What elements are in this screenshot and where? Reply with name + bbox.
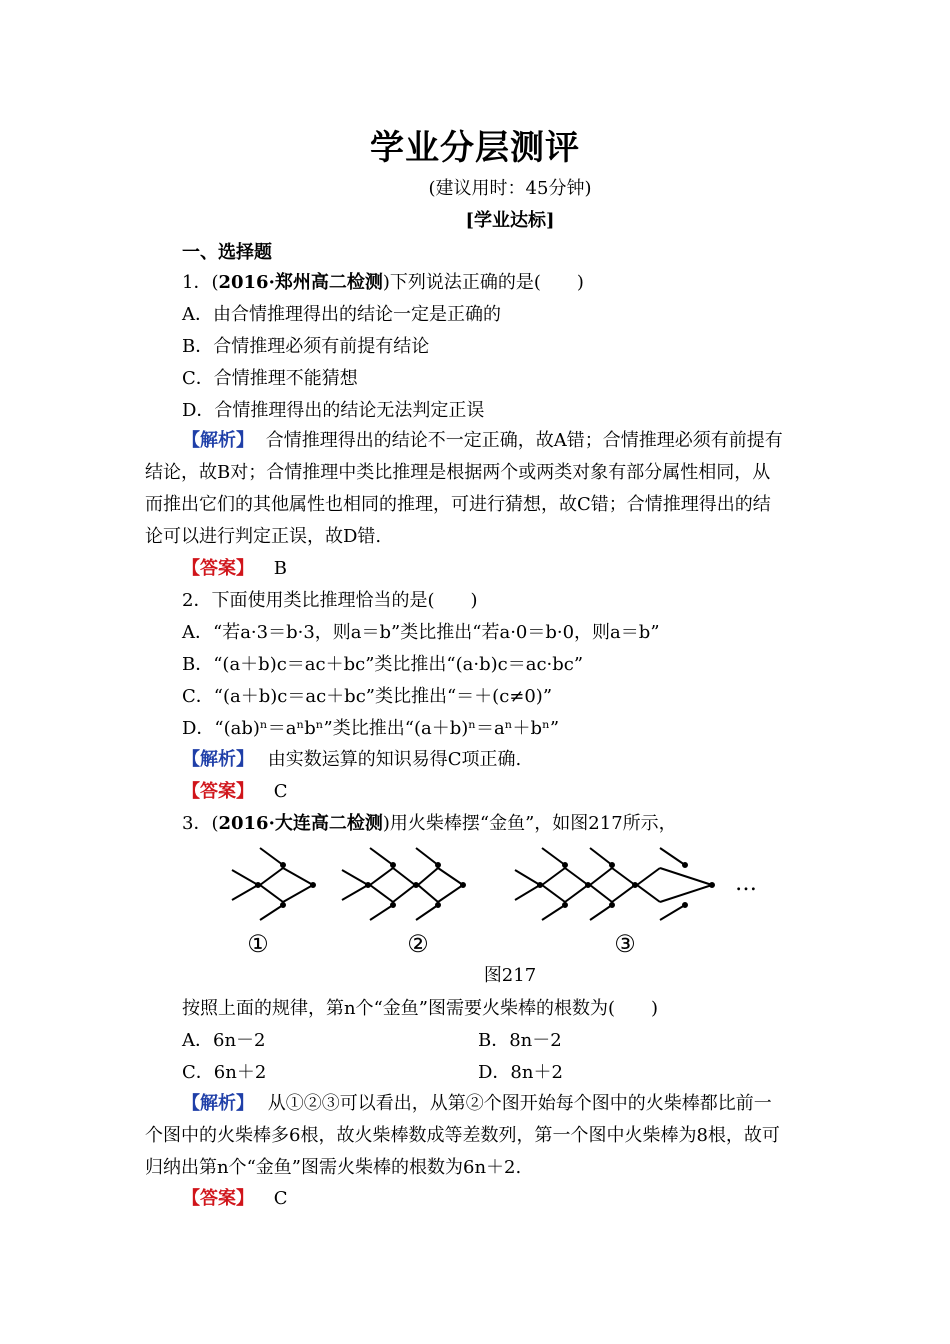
q1-analysis-line-3: 而推出它们的其他属性也相同的推理，可进行猜想，故C错；合情推理得出的结	[145, 494, 771, 515]
q3-source: 2016·大连高二检测	[218, 813, 383, 834]
fish-3	[515, 848, 714, 920]
q3-analysis-line-2: 个图中的火柴棒多6根，故火柴棒数成等差数列，第一个图中火柴棒为8根，故可	[145, 1125, 780, 1146]
q3-answer	[182, 1188, 288, 1210]
q1-option-a: A．由合情推理得出的结论一定是正确的	[182, 304, 501, 325]
q3-stem	[182, 813, 677, 835]
q1-answer	[182, 558, 287, 580]
fish-label-1: ①	[247, 930, 269, 958]
q2-option-d: D．“(ab)ⁿ＝aⁿbⁿ”类比推出“(a＋b)ⁿ＝aⁿ＋bⁿ”	[182, 718, 560, 739]
q2-option-a: A．“若a·3＝b·3，则a＝b”类比推出“若a·0＝b·0，则a＝b”	[182, 622, 660, 643]
q3-stem-suffix: )用火柴棒摆“金鱼”，如图217所示，	[382, 813, 677, 834]
fish-ellipsis: …	[735, 871, 757, 896]
q2-analysis	[182, 749, 521, 771]
q3-stem-prefix: 3．(	[182, 813, 219, 834]
q3-option-a: A．6n－2	[182, 1030, 266, 1051]
q1-answer-label: 【答案】	[182, 558, 254, 579]
q1-stem-prefix: 1．(	[182, 272, 219, 293]
fish-label-3: ③	[614, 930, 636, 958]
fish-1	[232, 848, 315, 920]
q2-analysis-text: 由实数运算的知识易得C项正确.	[267, 749, 522, 770]
q3-question: 按照上面的规律，第n个“金鱼”图需要火柴棒的根数为( )	[182, 998, 659, 1019]
q1-stem	[182, 272, 584, 294]
q3-analysis-text-1: 从①②③可以看出，从第②个图开始每个图中的火柴棒都比前一	[267, 1093, 772, 1114]
q1-analysis-label: 【解析】	[182, 430, 254, 451]
q1-source: 2016·郑州高二检测	[218, 272, 383, 293]
q3-analysis-label: 【解析】	[182, 1093, 254, 1114]
q2-stem: 2．下面使用类比推理恰当的是( )	[182, 590, 478, 611]
fish-2	[342, 848, 465, 920]
q3-option-c: C．6n＋2	[182, 1062, 267, 1083]
q3-answer-value: C	[273, 1188, 288, 1209]
section-tag: [学业达标]	[465, 210, 555, 231]
q2-option-b: B．“(a＋b)c＝ac＋bc”类比推出“(a·b)c＝ac·bc”	[182, 654, 584, 675]
q1-answer-value: B	[273, 558, 287, 579]
q3-option-d: D．8n＋2	[478, 1062, 563, 1083]
q1-analysis-line-2: 结论，故B对；合情推理中类比推理是根据两个或两类对象有部分属性相同，从	[145, 462, 771, 483]
figure-caption: 图217	[483, 965, 537, 986]
q1-stem-suffix: )下列说法正确的是( )	[382, 272, 584, 293]
q1-analysis-line-4: 论可以进行判定正误，故D错.	[145, 526, 382, 547]
time-note: (建议用时：45分钟)	[428, 178, 592, 199]
q1-option-b: B．合情推理必须有前提有结论	[182, 336, 430, 357]
q3-answer-label: 【答案】	[182, 1188, 254, 1209]
q2-answer-value: C	[273, 781, 288, 802]
fish-label-2: ②	[407, 930, 429, 958]
q1-option-c: C．合情推理不能猜想	[182, 368, 358, 389]
q2-option-c: C．“(a＋b)c＝ac＋bc”类比推出“＝＋(c≠0)”	[182, 686, 553, 707]
q3-analysis-line-3: 归纳出第n个“金鱼”图需火柴棒的根数为6n＋2.	[145, 1157, 522, 1178]
part-heading: 一、选择题	[182, 242, 272, 263]
q1-analysis-text-1: 合情推理得出的结论不一定正确，故A错；合情推理必须有前提有	[265, 430, 783, 451]
q2-answer	[182, 781, 288, 803]
q2-analysis-label: 【解析】	[182, 749, 254, 770]
q3-analysis-line-1	[182, 1093, 772, 1115]
q2-answer-label: 【答案】	[182, 781, 254, 802]
q1-analysis-line-1	[182, 430, 783, 452]
q1-option-d: D．合情推理得出的结论无法判定正误	[182, 400, 485, 421]
page-title: 学业分层测评	[370, 128, 580, 168]
q3-option-b: B．8n－2	[478, 1030, 562, 1051]
goldfish-figure	[220, 840, 780, 965]
